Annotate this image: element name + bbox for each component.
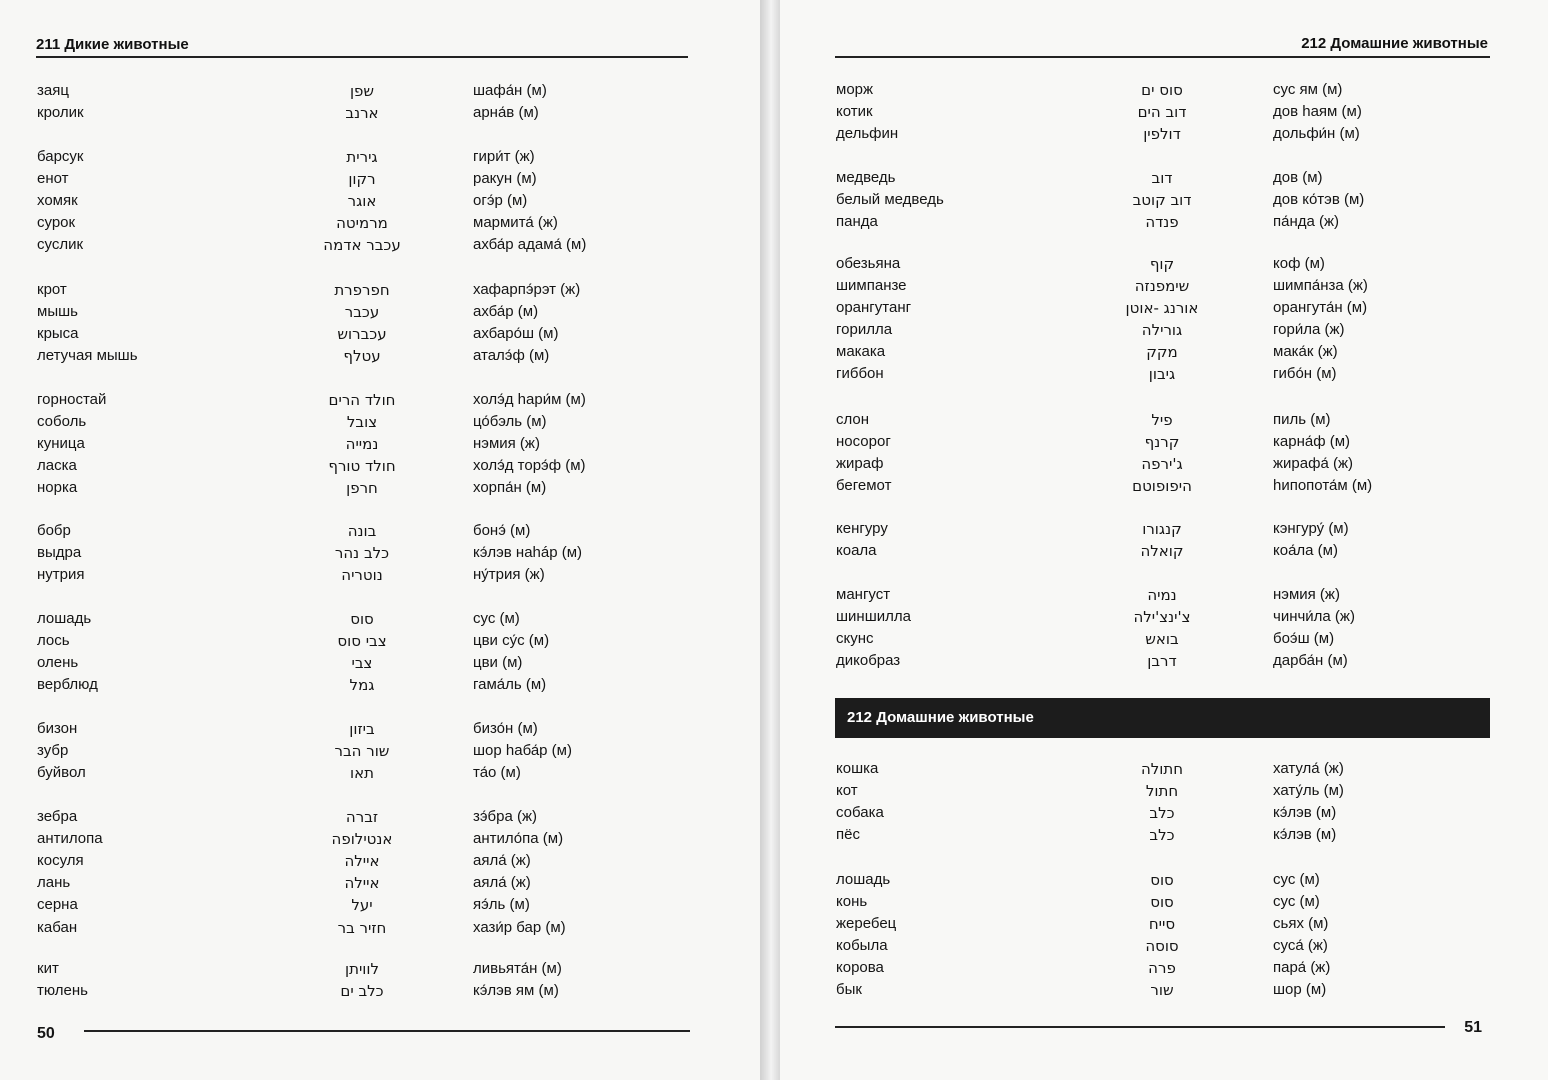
vocab-entry bbox=[0, 520, 760, 542]
transliteration: дарба́н (м) bbox=[1273, 652, 1348, 669]
vocab-entry bbox=[780, 363, 1548, 385]
vocab-entry bbox=[780, 540, 1548, 562]
footer-rule bbox=[835, 1026, 1445, 1028]
transliteration: ахба́р (м) bbox=[473, 303, 539, 321]
vocab-entry bbox=[0, 564, 760, 586]
vocab-entry bbox=[0, 806, 760, 828]
vocab-entry bbox=[0, 894, 760, 916]
transliteration: нэмия (ж) bbox=[1273, 586, 1340, 603]
vocab-entry bbox=[0, 411, 760, 433]
russian-word: кобыла bbox=[836, 937, 888, 954]
russian-word: дикобраз bbox=[836, 652, 901, 669]
transliteration: цо́бэль (м) bbox=[473, 413, 547, 431]
vocab-entry bbox=[780, 475, 1548, 497]
vocab-entry bbox=[780, 167, 1548, 189]
russian-word: бегемот bbox=[836, 477, 892, 494]
vocab-entry bbox=[0, 652, 760, 674]
russian-word: заяц bbox=[37, 82, 69, 99]
transliteration: ракун (м) bbox=[473, 170, 537, 188]
vocab-entry bbox=[0, 958, 760, 980]
vocab-entry bbox=[780, 650, 1548, 672]
hebrew-word: מקק bbox=[1146, 343, 1178, 361]
vocab-entry bbox=[0, 212, 760, 234]
russian-word: скунс bbox=[836, 630, 874, 647]
hebrew-word: בונה bbox=[347, 522, 377, 540]
hebrew-word: סוס bbox=[1150, 871, 1174, 889]
russian-word: морж bbox=[836, 81, 874, 98]
vocab-entry bbox=[780, 123, 1548, 145]
vocab-entry bbox=[780, 957, 1548, 979]
hebrew-word: אורנג -אוטן bbox=[1125, 299, 1199, 317]
vocab-entry bbox=[0, 630, 760, 652]
vocab-entry bbox=[0, 872, 760, 894]
transliteration: холэ́д торэ́ф (м) bbox=[473, 457, 586, 475]
hebrew-word: קנגורו bbox=[1142, 520, 1182, 538]
footer-rule bbox=[84, 1030, 690, 1032]
hebrew-word: יעל bbox=[351, 896, 373, 915]
vocab-entry bbox=[780, 628, 1548, 650]
right-page-header: 212 Домашние животные bbox=[1301, 35, 1488, 52]
russian-word: верблюд bbox=[37, 676, 98, 694]
russian-word: макака bbox=[836, 343, 886, 360]
russian-word: лось bbox=[37, 632, 70, 650]
hebrew-word: מרמיטה bbox=[336, 214, 388, 233]
transliteration: дов hаям (м) bbox=[1273, 103, 1362, 120]
hebrew-word: פרה bbox=[1148, 959, 1176, 977]
russian-word: конь bbox=[836, 893, 868, 910]
right-entry-list bbox=[780, 0, 1548, 1080]
left-page bbox=[0, 0, 760, 1080]
russian-word: хомяк bbox=[37, 192, 78, 210]
transliteration: яэ́ль (м) bbox=[473, 896, 530, 914]
russian-word: лань bbox=[37, 874, 71, 892]
hebrew-word: סוסה bbox=[1145, 937, 1179, 955]
hebrew-word: כלב bbox=[1149, 804, 1175, 822]
transliteration: мармита́ (ж) bbox=[473, 214, 558, 232]
russian-word: зубр bbox=[37, 742, 69, 760]
vocab-entry bbox=[0, 279, 760, 301]
transliteration: шафа́н (м) bbox=[473, 82, 547, 99]
vocab-entry bbox=[0, 542, 760, 564]
hebrew-word: תאו bbox=[350, 764, 374, 783]
russian-word: антилопа bbox=[37, 830, 103, 848]
hebrew-word: חולד הרים bbox=[328, 391, 396, 409]
hebrew-word: כלב נהר bbox=[334, 544, 390, 563]
hebrew-word: כלב bbox=[1149, 826, 1175, 844]
vocab-entry bbox=[0, 674, 760, 696]
hebrew-word: כלב ים bbox=[340, 982, 384, 1001]
vocab-entry bbox=[780, 253, 1548, 275]
russian-word: слон bbox=[836, 411, 870, 428]
russian-word: серна bbox=[37, 896, 78, 914]
transliteration: арна́в (м) bbox=[473, 104, 539, 122]
vocab-entry bbox=[780, 409, 1548, 431]
transliteration: чинчи́ла (ж) bbox=[1273, 608, 1355, 625]
hebrew-word: צ'ינצ'ילה bbox=[1133, 608, 1191, 626]
hebrew-word: חולד טורף bbox=[328, 457, 396, 476]
transliteration: цви (м) bbox=[473, 654, 523, 672]
hebrew-word: לוויתן bbox=[345, 960, 379, 978]
hebrew-word: דוב קוטב bbox=[1132, 191, 1192, 209]
page-number: 50 bbox=[37, 1025, 55, 1042]
vocab-entry bbox=[780, 913, 1548, 935]
hebrew-word: קרנף bbox=[1144, 433, 1180, 451]
right-page bbox=[780, 0, 1548, 1080]
russian-word: корова bbox=[836, 959, 884, 976]
russian-word: бизон bbox=[37, 720, 78, 737]
vocab-entry bbox=[780, 79, 1548, 101]
hebrew-word: חרפן bbox=[346, 479, 378, 498]
hebrew-word: דרבן bbox=[1147, 652, 1177, 670]
vocab-entry bbox=[0, 718, 760, 740]
hebrew-word: צבי bbox=[351, 654, 373, 673]
russian-word: орангутанг bbox=[836, 299, 912, 316]
transliteration: па́нда (ж) bbox=[1273, 213, 1340, 230]
left-page-header: 211 Дикие животные bbox=[36, 36, 189, 53]
transliteration: огэ́р (м) bbox=[473, 192, 528, 210]
hebrew-word: ארנב bbox=[345, 104, 379, 123]
hebrew-word: צבי סוס bbox=[337, 632, 387, 651]
russian-word: кабан bbox=[37, 918, 78, 936]
vocab-entry bbox=[780, 189, 1548, 211]
hebrew-word: גירית bbox=[346, 148, 378, 166]
vocab-entry bbox=[0, 455, 760, 477]
vocab-entry bbox=[0, 301, 760, 323]
vocab-entry bbox=[0, 168, 760, 190]
vocab-entry bbox=[0, 323, 760, 345]
vocab-entry bbox=[0, 190, 760, 212]
transliteration: аталэ́ф (м) bbox=[473, 347, 550, 365]
russian-word: лошадь bbox=[37, 610, 92, 627]
transliteration: коа́ла (м) bbox=[1273, 542, 1338, 559]
russian-word: зебра bbox=[37, 808, 78, 825]
russian-word: ласка bbox=[37, 457, 77, 475]
vocab-entry bbox=[780, 824, 1548, 846]
vocab-entry bbox=[0, 146, 760, 168]
vocab-entry bbox=[0, 828, 760, 850]
transliteration: дов ко́тэв (м) bbox=[1273, 191, 1365, 208]
russian-word: обезьяна bbox=[836, 255, 901, 272]
transliteration: гири́т (ж) bbox=[473, 148, 535, 165]
transliteration: шор (м) bbox=[1273, 981, 1327, 998]
hebrew-word: קואלה bbox=[1140, 542, 1184, 560]
transliteration: сьях (м) bbox=[1273, 915, 1329, 932]
hebrew-word: שור bbox=[1150, 981, 1174, 999]
transliteration: дов (м) bbox=[1273, 169, 1323, 186]
russian-word: носорог bbox=[836, 433, 891, 450]
vocab-entry bbox=[780, 431, 1548, 453]
vocab-entry bbox=[0, 389, 760, 411]
vocab-entry bbox=[0, 477, 760, 499]
russian-word: собака bbox=[836, 804, 884, 821]
hebrew-word: סוס bbox=[350, 610, 374, 628]
hebrew-word: עטלף bbox=[343, 347, 381, 366]
transliteration: цви су́с (м) bbox=[473, 632, 550, 650]
transliteration: хату́ль (м) bbox=[1273, 782, 1344, 799]
hebrew-word: נוטריה bbox=[341, 566, 383, 585]
russian-word: соболь bbox=[37, 413, 87, 431]
vocab-entry bbox=[0, 762, 760, 784]
russian-word: жираф bbox=[836, 455, 884, 472]
russian-word: кролик bbox=[37, 104, 84, 122]
vocab-entry bbox=[780, 297, 1548, 319]
hebrew-word: נמייה bbox=[345, 435, 379, 454]
transliteration: кэ́лэв наháр (м) bbox=[473, 544, 583, 562]
transliteration: кэ́лэв (м) bbox=[1273, 804, 1337, 821]
russian-word: бобр bbox=[37, 522, 71, 539]
transliteration: кэнгуру́ (м) bbox=[1273, 520, 1349, 537]
vocab-entry bbox=[0, 917, 760, 939]
russian-word: кот bbox=[836, 782, 858, 799]
hebrew-word: גורילה bbox=[1141, 321, 1183, 339]
russian-word: белый медведь bbox=[836, 191, 944, 208]
russian-word: бык bbox=[836, 981, 862, 998]
vocab-entry bbox=[780, 979, 1548, 1001]
transliteration: бизо́н (м) bbox=[473, 720, 538, 737]
transliteration: холэ́д hари́м (м) bbox=[473, 391, 586, 408]
vocab-entry bbox=[780, 319, 1548, 341]
vocab-entry bbox=[780, 341, 1548, 363]
vocab-entry bbox=[0, 980, 760, 1002]
russian-word: енот bbox=[37, 170, 69, 188]
russian-word: летучая мышь bbox=[37, 347, 138, 365]
transliteration: ливьята́н (м) bbox=[473, 960, 562, 977]
transliteration: пиль (м) bbox=[1273, 411, 1331, 428]
vocab-entry bbox=[780, 518, 1548, 540]
russian-word: горностай bbox=[37, 391, 107, 408]
russian-word: медведь bbox=[836, 169, 896, 186]
hebrew-word: חתול bbox=[1145, 782, 1179, 800]
hebrew-word: פיל bbox=[1151, 411, 1173, 429]
transliteration: ну́трия (ж) bbox=[473, 566, 545, 584]
russian-word: крот bbox=[37, 281, 67, 298]
transliteration: антило́па (м) bbox=[473, 830, 564, 848]
transliteration: шимпа́нза (ж) bbox=[1273, 277, 1368, 294]
transliteration: сус (м) bbox=[473, 610, 520, 627]
russian-word: коала bbox=[836, 542, 877, 559]
hebrew-word: עכברוש bbox=[337, 325, 387, 344]
hebrew-word: פנדה bbox=[1145, 213, 1179, 231]
hebrew-word: עכבר אדמה bbox=[323, 236, 401, 255]
russian-word: выдра bbox=[37, 544, 82, 562]
vocab-entry bbox=[0, 234, 760, 256]
russian-word: кит bbox=[37, 960, 59, 977]
transliteration: кэ́лэв (м) bbox=[1273, 826, 1337, 843]
russian-word: тюлень bbox=[37, 982, 88, 1000]
vocab-entry bbox=[0, 850, 760, 872]
vocab-entry bbox=[0, 608, 760, 630]
transliteration: сус (м) bbox=[1273, 871, 1320, 888]
transliteration: нэмия (ж) bbox=[473, 435, 540, 453]
russian-word: мышь bbox=[37, 303, 78, 321]
hebrew-word: רקון bbox=[348, 170, 376, 189]
vocab-entry bbox=[780, 758, 1548, 780]
transliteration: хорпа́н (м) bbox=[473, 479, 547, 497]
section-heading-band bbox=[835, 698, 1490, 738]
vocab-entry bbox=[780, 453, 1548, 475]
vocab-entry bbox=[780, 101, 1548, 123]
book-gutter bbox=[760, 0, 780, 1080]
transliteration: аяла́ (ж) bbox=[473, 852, 531, 870]
transliteration: хатула́ (ж) bbox=[1273, 760, 1344, 777]
vocab-entry bbox=[780, 891, 1548, 913]
transliteration: сус (м) bbox=[1273, 893, 1320, 910]
hebrew-word: דולפין bbox=[1143, 125, 1181, 143]
vocab-entry bbox=[0, 740, 760, 762]
hebrew-word: ביזון bbox=[349, 720, 375, 738]
hebrew-word: סוס ים bbox=[1141, 81, 1183, 99]
vocab-entry bbox=[0, 102, 760, 124]
vocab-entry bbox=[780, 935, 1548, 957]
transliteration: карна́ф (м) bbox=[1273, 433, 1351, 450]
vocab-entry bbox=[780, 584, 1548, 606]
transliteration: боэ́ш (м) bbox=[1273, 630, 1335, 647]
vocab-entry bbox=[0, 433, 760, 455]
russian-word: жеребец bbox=[836, 915, 897, 932]
transliteration: гори́ла (ж) bbox=[1273, 321, 1345, 338]
russian-word: шимпанзе bbox=[836, 277, 907, 294]
vocab-entry bbox=[780, 211, 1548, 233]
vocab-entry bbox=[780, 780, 1548, 802]
russian-word: куница bbox=[37, 435, 85, 453]
russian-word: кенгуру bbox=[836, 520, 888, 537]
hebrew-word: איילה bbox=[344, 874, 380, 893]
hebrew-word: דוב bbox=[1151, 169, 1173, 187]
transliteration: мака́к (ж) bbox=[1273, 343, 1338, 360]
russian-word: сурок bbox=[37, 214, 76, 232]
transliteration: шор hаба́р (м) bbox=[473, 742, 572, 760]
transliteration: бонэ́ (м) bbox=[473, 522, 531, 539]
transliteration: гама́ль (м) bbox=[473, 676, 547, 694]
transliteration: кэ́лэв ям (м) bbox=[473, 982, 559, 1000]
russian-word: кошка bbox=[836, 760, 879, 777]
russian-word: панда bbox=[836, 213, 878, 230]
hebrew-word: דוב הים bbox=[1137, 103, 1187, 121]
russian-word: шиншилла bbox=[836, 608, 911, 625]
russian-word: норка bbox=[37, 479, 78, 497]
hebrew-word: אוגר bbox=[347, 192, 377, 211]
transliteration: пара́ (ж) bbox=[1273, 959, 1331, 976]
hebrew-word: חזיר בר bbox=[337, 918, 387, 937]
transliteration: ахбаро́ш (м) bbox=[473, 325, 559, 343]
transliteration: хази́р бар (м) bbox=[473, 918, 566, 936]
russian-word: горилла bbox=[836, 321, 893, 338]
russian-word: олень bbox=[37, 654, 79, 672]
russian-word: нутрия bbox=[37, 566, 85, 584]
hebrew-word: צובל bbox=[346, 413, 378, 432]
russian-word: суслик bbox=[37, 236, 84, 254]
vocab-entry bbox=[780, 606, 1548, 628]
section-heading: 212 Домашние животные bbox=[847, 709, 1034, 726]
hebrew-word: איילה bbox=[344, 852, 380, 871]
hebrew-word: נמיה bbox=[1147, 586, 1177, 604]
vocab-entry bbox=[0, 345, 760, 367]
vocab-entry bbox=[780, 275, 1548, 297]
russian-word: буйвол bbox=[37, 764, 86, 782]
transliteration: аяла́ (ж) bbox=[473, 874, 531, 892]
transliteration: суса́ (ж) bbox=[1273, 937, 1328, 954]
russian-word: косуля bbox=[37, 852, 84, 870]
hebrew-word: זברה bbox=[345, 808, 379, 826]
transliteration: ахба́р адама́ (м) bbox=[473, 236, 587, 254]
vocab-entry bbox=[780, 869, 1548, 891]
transliteration: дольфи́н (м) bbox=[1273, 125, 1360, 142]
hebrew-word: ג'ירפה bbox=[1141, 455, 1183, 473]
transliteration: жирафа́ (ж) bbox=[1273, 455, 1353, 472]
russian-word: крыса bbox=[37, 325, 79, 343]
russian-word: лошадь bbox=[836, 871, 891, 888]
transliteration: hипопота́м (м) bbox=[1273, 477, 1373, 494]
hebrew-word: קוף bbox=[1149, 255, 1175, 273]
russian-word: мангуст bbox=[836, 586, 891, 603]
hebrew-word: גמל bbox=[349, 676, 375, 695]
left-entry-list bbox=[0, 0, 760, 1080]
transliteration: та́о (м) bbox=[473, 764, 521, 782]
transliteration: зэ́бра (ж) bbox=[473, 808, 537, 825]
hebrew-word: סוס bbox=[1150, 893, 1174, 911]
russian-word: котик bbox=[836, 103, 873, 120]
hebrew-word: בואש bbox=[1145, 630, 1179, 648]
russian-word: барсук bbox=[37, 148, 84, 165]
transliteration: коф (м) bbox=[1273, 255, 1325, 272]
hebrew-word: סייח bbox=[1148, 915, 1176, 933]
hebrew-word: היפופוטם bbox=[1132, 477, 1192, 495]
hebrew-word: שימפנזה bbox=[1134, 277, 1190, 295]
hebrew-word: חתולה bbox=[1140, 760, 1184, 778]
hebrew-word: חפרפרת bbox=[334, 281, 390, 299]
transliteration: орангута́н (м) bbox=[1273, 299, 1368, 316]
russian-word: пёс bbox=[836, 826, 860, 843]
transliteration: сус ям (м) bbox=[1273, 81, 1343, 98]
hebrew-word: גיבון bbox=[1148, 365, 1176, 383]
russian-word: дельфин bbox=[836, 125, 899, 142]
vocab-entry bbox=[780, 802, 1548, 824]
vocab-entry bbox=[0, 80, 760, 102]
hebrew-word: שור הבר bbox=[334, 742, 390, 761]
page-number: 51 bbox=[1464, 1019, 1482, 1036]
transliteration: гибо́н (м) bbox=[1273, 365, 1337, 382]
russian-word: гиббон bbox=[836, 365, 884, 382]
hebrew-word: שפן bbox=[349, 82, 375, 100]
transliteration: хафарпэ́рэт (ж) bbox=[473, 281, 581, 298]
hebrew-word: אנטילופה bbox=[331, 830, 393, 849]
hebrew-word: עכבר bbox=[344, 303, 380, 322]
